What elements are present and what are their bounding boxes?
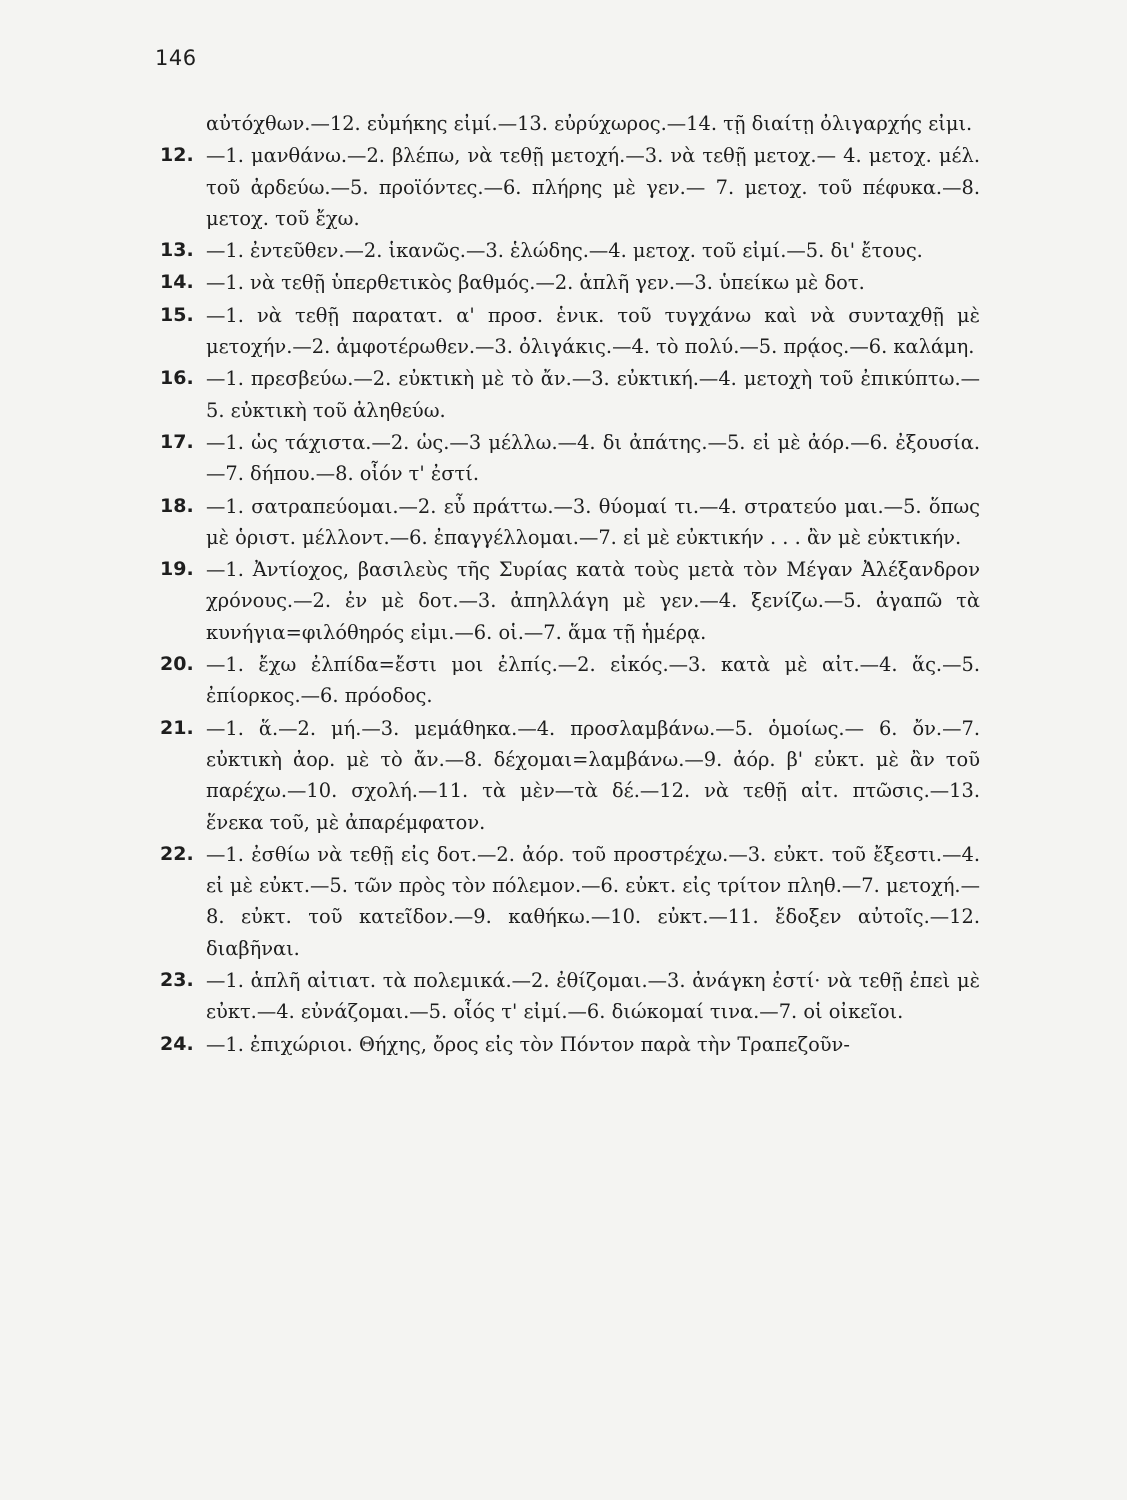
entry-23 [160, 965, 980, 1028]
entry-15 [160, 300, 980, 363]
entry-20 [160, 649, 980, 712]
entry-22 [160, 839, 980, 964]
entry-19 [160, 554, 980, 648]
entry-text: —1. πρεσβεύω.—2. εὐκτικὴ μὲ τὸ ἄν.—3. εὐκτική.—4. μετοχὴ τοῦ ἐπικύπτω.—5. εὐκτικὴ τοῦ ἀληθεύω. [206, 367, 980, 422]
entry-16 [160, 363, 980, 426]
entry-number: 14. [160, 271, 194, 294]
entry-12 [160, 140, 980, 234]
entry-number: 19. [160, 558, 194, 581]
entry-number: 23. [160, 969, 194, 992]
entry-text: —1. Ἀντίοχος, βασιλεὺς τῆς Συρίας κατὰ τοὺς μετὰ τὸν Μέγαν Ἀλέξανδρον χρόνους.—2. ἐν μὲ δοτ.—3. ἀπηλλάγη μὲ γεν.—4. ξενίζω.—5. ἀγαπῶ τὰ κυνήγια=φιλόθηρός εἰμι.—6. οἱ.—7. ἅμα τῇ ἡμέρᾳ. [206, 558, 980, 644]
entry-number: 15. [160, 303, 194, 326]
entry-number: 13. [160, 239, 194, 262]
entry-number: 21. [160, 716, 194, 739]
answer-key-body [160, 108, 980, 1060]
entry-text: αὐτόχθων.—12. εὐμήκης εἰμί.—13. εὐρύχωρος.—14. τῇ διαίτῃ ὀλιγαρχής εἰμι. [206, 112, 973, 135]
entry-text: —1. ἐσθίω νὰ τεθῇ εἰς δοτ.—2. ἀόρ. τοῦ προστρέχω.—3. εὐκτ. τοῦ ἔξεστι.—4. εἰ μὲ εὐκτ.—5. τῶν πρὸς τὸν πόλεμον.—6. εὐκτ. εἰς τρίτον πληθ.—7. μετοχή.—8. εὐκτ. τοῦ κατεῖδον.—9. καθήκω.—10. εὐκτ.—11. ἔδοξεν αὐτοῖς.—12. διαβῆναι. [206, 842, 980, 960]
entry-17 [160, 427, 980, 490]
entry-number: 24. [160, 1032, 194, 1055]
entry-text: —1. ἐπιχώριοι. Θήχης, ὄρος εἰς τὸν Πόντον παρὰ τὴν Τραπεζοῦν- [206, 1032, 850, 1056]
entry-14 [160, 267, 980, 298]
entry-24 [160, 1029, 980, 1060]
page-number: 146 [155, 46, 197, 70]
entry-text: —1. ἔχω ἐλπίδα=ἔστι μοι ἐλπίς.—2. εἰκός.—3. κατὰ μὲ αἰτ.—4. ἅς.—5. ἐπίορκος.—6. πρόοδος. [206, 653, 980, 708]
entry-21 [160, 713, 980, 838]
entry-number: 16. [160, 367, 194, 390]
entry-number: 22. [160, 842, 194, 865]
entry-text: —1. νὰ τεθῇ παρατατ. α' προσ. ἑνικ. τοῦ τυγχάνω καὶ νὰ συνταχθῇ μὲ μετοχήν.—2. ἀμφοτέρωθεν.—3. ὀλιγάκις.—4. τὸ πολύ.—5. πρᾴος.—6. καλάμη. [206, 303, 980, 359]
entry-13 [160, 235, 980, 266]
entry-18 [160, 491, 980, 554]
entry-text: —1. σατραπεύομαι.—2. εὖ πράττω.—3. θύομαί τι.—4. στρατεύο μαι.—5. ὅπως μὲ ὁριστ. μέλλοντ.—6. ἐπαγγέλλομαι.—7. εἰ μὲ εὐκτικήν . . . ἂν μὲ εὐκτικήν. [206, 494, 980, 549]
entry-continuation [160, 108, 980, 139]
entry-text: —1. ὡς τάχιστα.—2. ὡς.—3 μέλλω.—4. δι ἀπάτης.—5. εἰ μὲ ἀόρ.—6. ἐξουσία.—7. δήπου.—8. οἷόν τ' ἐστί. [206, 430, 980, 486]
entry-text: —1. ἁπλῆ αἰτιατ. τὰ πολεμικά.—2. ἐθίζομαι.—3. ἀνάγκη ἐστί· νὰ τεθῇ ἐπεὶ μὲ εὐκτ.—4. εὐνάζομαι.—5. οἷός τ' εἰμί.—6. διώκομαί τινα.—7. οἱ οἰκεῖοι. [206, 969, 980, 1024]
entry-text: —1. ἐντεῦθεν.—2. ἱκανῶς.—3. ἑλώδης.—4. μετοχ. τοῦ εἰμί.—5. δι' ἔτους. [206, 239, 923, 263]
entry-number: 18. [160, 494, 194, 517]
entry-number: 12. [160, 144, 194, 167]
entry-text: —1. ἅ.—2. μή.—3. μεμάθηκα.—4. προσλαμβάνω.—5. ὁμοίως.— 6. ὄν.—7. εὐκτικὴ ἀορ. μὲ τὸ ἄν.—8. δέχομαι=λαμβάνω.—9. ἀόρ. β' εὐκτ. μὲ ἂν τοῦ παρέχω.—10. σχολή.—11. τὰ μὲν—τὰ δέ.—12. νὰ τεθῇ αἰτ. πτῶσις.—13. ἕνεκα τοῦ, μὲ ἀπαρέμφατον. [206, 716, 980, 834]
entry-number: 17. [160, 430, 194, 453]
entry-text: —1. νὰ τεθῇ ὑπερθετικὸς βαθμός.—2. ἁπλῆ γεν.—3. ὑπείκω μὲ δοτ. [206, 271, 865, 295]
entry-text: —1. μανθάνω.—2. βλέπω, νὰ τεθῇ μετοχή.—3. νὰ τεθῇ μετοχ.— 4. μετοχ. μέλ. τοῦ ἀρδεύω.—5. προϊόντες.—6. πλήρης μὲ γεν.— 7. μετοχ. τοῦ πέφυκα.—8. μετοχ. τοῦ ἔχω. [206, 144, 980, 230]
entry-number: 20. [160, 653, 194, 676]
